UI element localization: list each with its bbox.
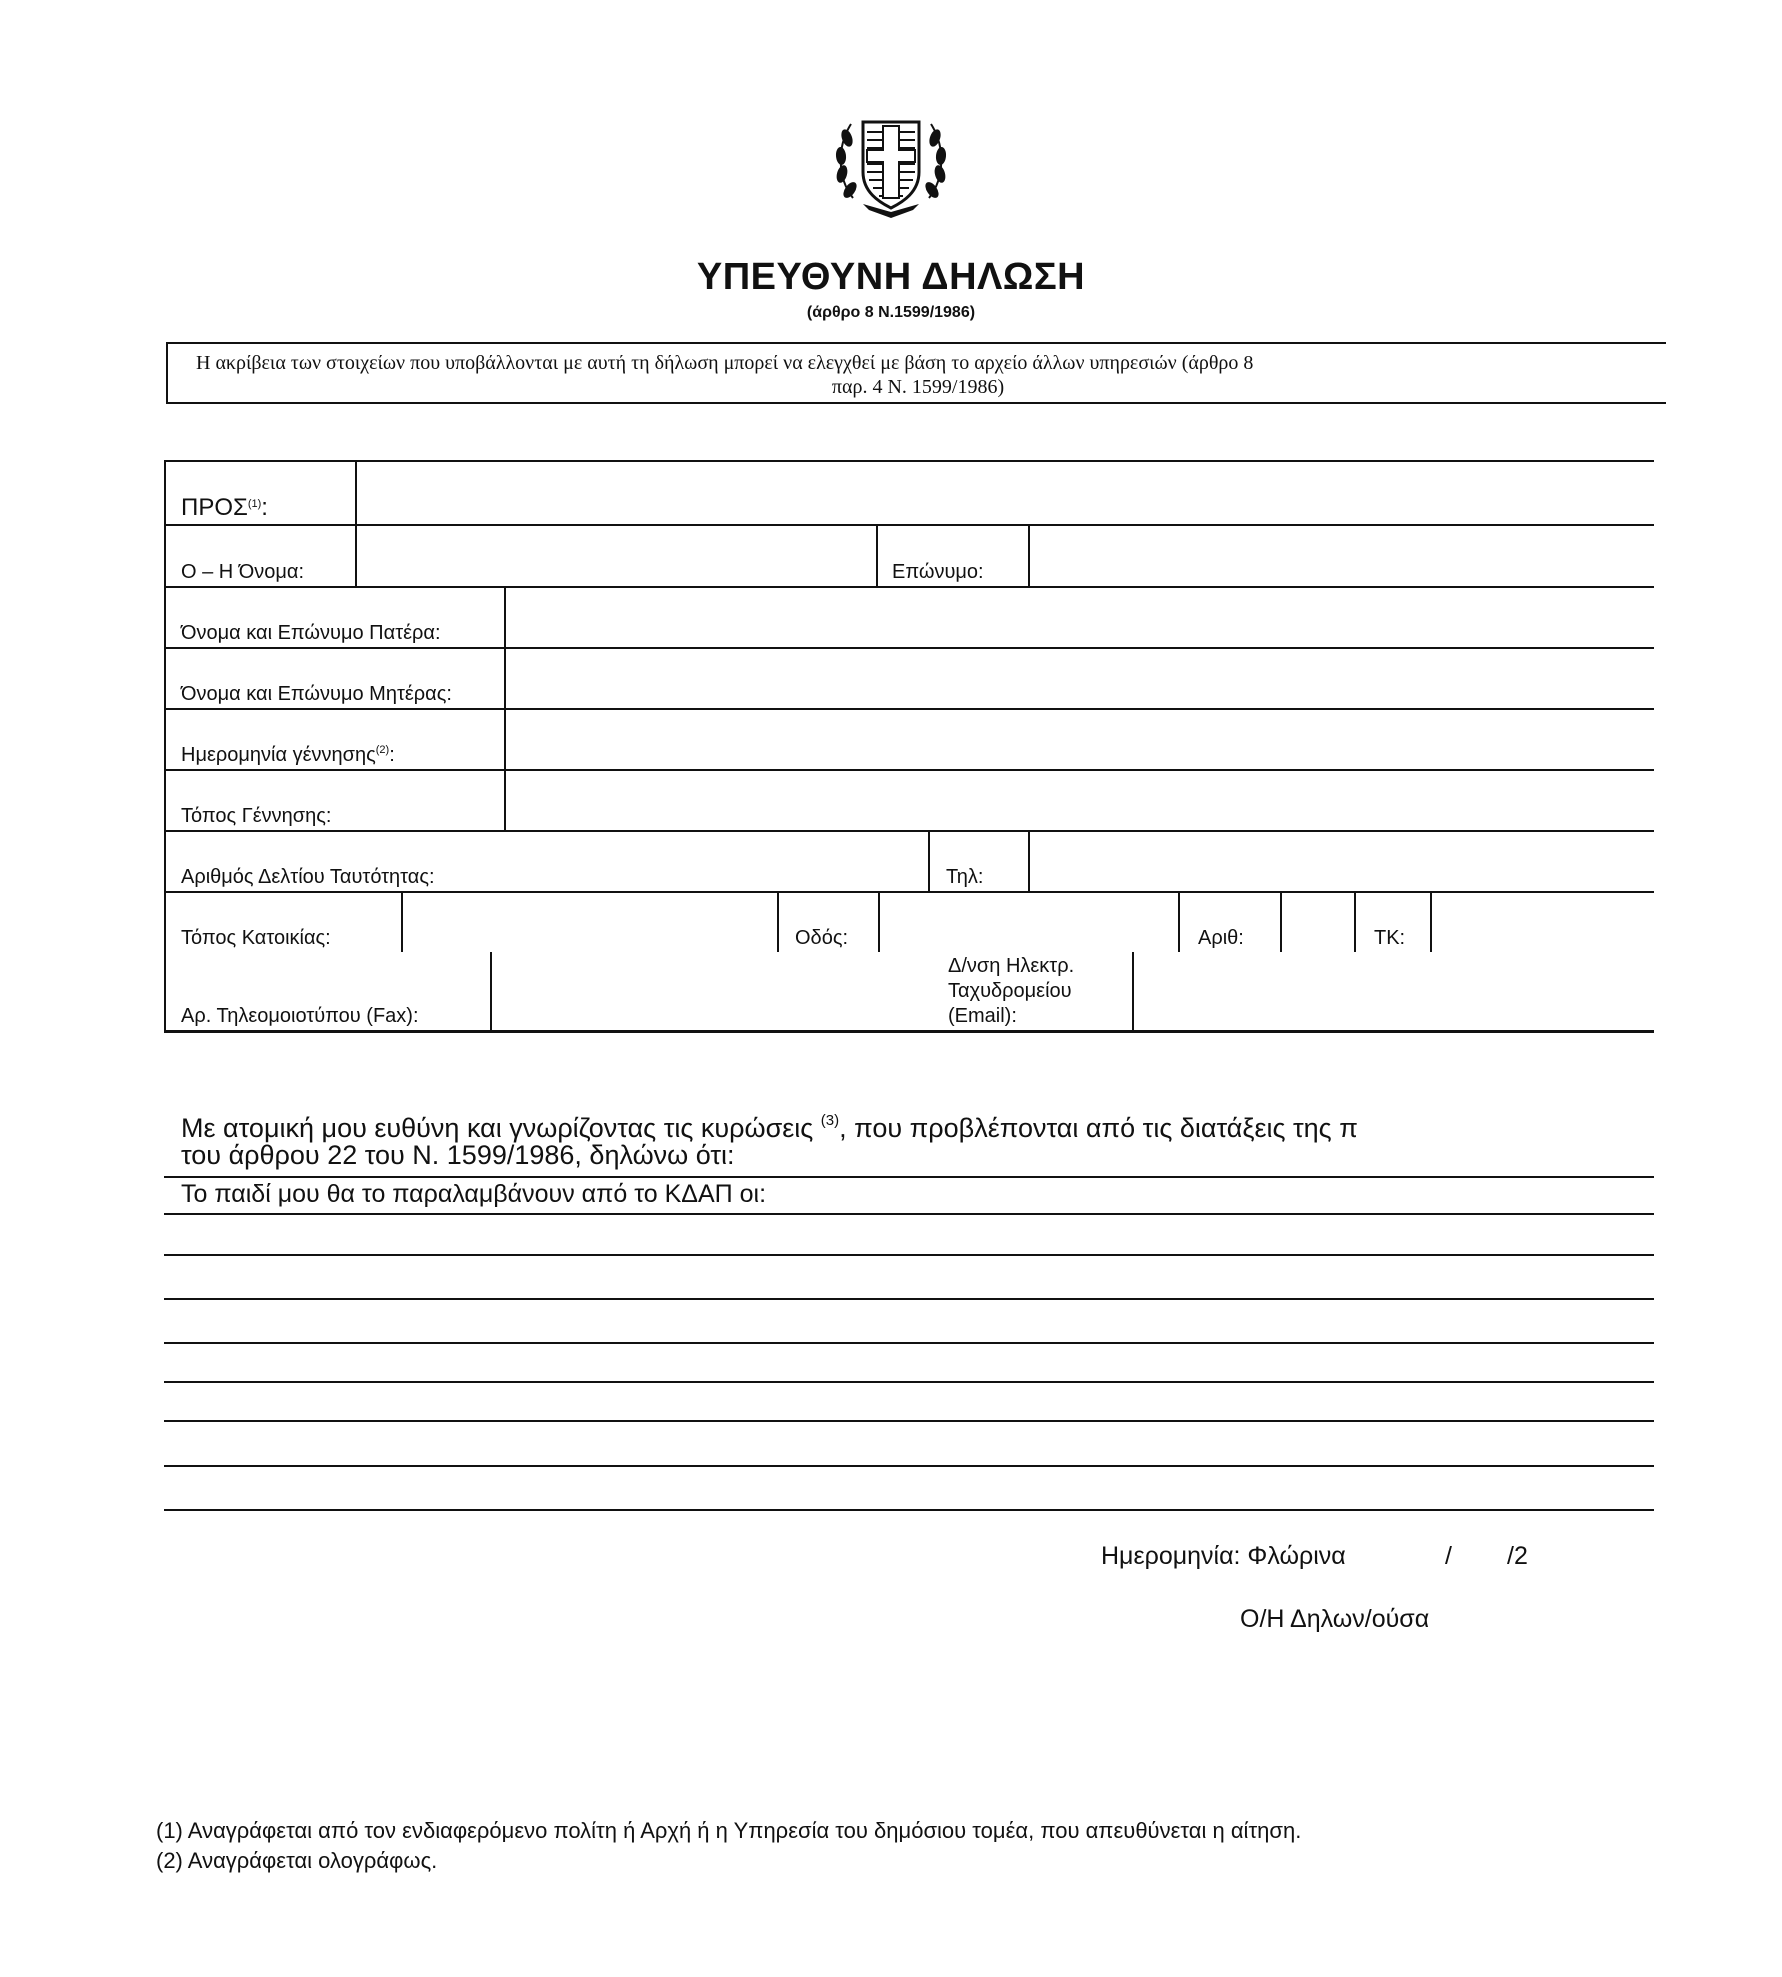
phone-field[interactable] (1030, 832, 1654, 891)
surname-field[interactable] (1030, 526, 1654, 586)
document-subtitle: (άρθρο 8 Ν.1599/1986) (806, 304, 976, 321)
residence-label: Τόπος Κατοικίας: (181, 927, 331, 949)
notice-line-1: Η ακρίβεια των στοιχείων που υποβάλλονται με αυτή τη δήλωση μπορεί να ελεγχθεί με βάση το αρχείο άλλων υπηρεσιών (άρθρο 8 (196, 352, 1254, 374)
writing-line[interactable] (164, 1420, 1654, 1422)
to-footnote-ref: (1) (247, 498, 262, 510)
footnote-2: (2) Αναγράφεται ολογράφως. (156, 1848, 438, 1873)
signer-label: Ο/Η Δηλων/ούσα (1240, 1605, 1430, 1633)
date-separator: /2 (1507, 1542, 1528, 1570)
date-location: Ημερομηνία: Φλώρινα / /2 (1101, 1542, 1528, 1570)
fax-label: Αρ. Τηλεομοιοτύπου (Fax): (181, 1005, 419, 1027)
father-name-field[interactable] (506, 588, 1654, 647)
to-field[interactable] (357, 462, 1654, 524)
number-field[interactable] (1282, 893, 1354, 952)
writing-line[interactable] (164, 1342, 1654, 1344)
street-label: Οδός: (795, 927, 849, 949)
id-number-field[interactable] (506, 832, 928, 891)
birthplace-label: Τόπος Γέννησης: (181, 805, 332, 827)
declaration-statement: Το παιδί μου θα το παραλαμβάνουν από το ΚΔΑΠ οι: (181, 1180, 767, 1208)
email-label-line-1: Δ/νση Ηλεκτρ. (948, 955, 1075, 977)
declarant-details-form (164, 460, 1654, 1032)
writing-line[interactable] (164, 1509, 1654, 1511)
writing-line[interactable] (164, 1298, 1654, 1300)
birthdate-field[interactable] (506, 710, 1654, 769)
email-field[interactable] (1134, 954, 1654, 1030)
residence-field[interactable] (403, 893, 777, 952)
mother-name-label: Όνομα και Επώνυμο Μητέρας: (181, 683, 452, 705)
birthdate-label: Ημερομηνία γέννησης$^{(2)}$: (181, 744, 395, 766)
birthdate-footnote-ref: (2) (375, 744, 390, 756)
surname-label: Επώνυμο: (892, 561, 984, 583)
to-label: ΠΡΟΣ$^{(1)}$: (181, 494, 268, 521)
email-label-line-2: Ταχυδρομείου (948, 980, 1072, 1002)
declaration-intro-line-2: του άρθρου 22 του Ν. 1599/1986, δηλώνω ότι: (181, 1140, 735, 1170)
postcode-field[interactable] (1432, 893, 1654, 952)
street-field[interactable] (880, 893, 1178, 952)
notice-line-2: παρ. 4 Ν. 1599/1986) (831, 376, 1005, 398)
id-number-label: Αριθμός Δελτίου Ταυτότητας: (181, 866, 435, 888)
postcode-label: ΤΚ: (1374, 927, 1406, 949)
birthplace-field[interactable] (506, 771, 1654, 830)
first-name-field[interactable] (357, 526, 876, 586)
writing-line[interactable] (164, 1213, 1654, 1215)
fax-field[interactable] (492, 954, 878, 1030)
footnote-1: (1) Αναγράφεται από τον ενδιαφερόμενο πολίτη ή Αρχή ή η Υπηρεσία του δημόσιου τομέα, που απευθύνεται η αίτηση. (156, 1818, 1302, 1843)
writing-line[interactable] (164, 1254, 1654, 1256)
writing-line[interactable] (164, 1381, 1654, 1383)
declaration-intro: Με ατομική μου ευθύνη και γνωρίζοντας τις κυρώσεις $^{(3)}$, που προβλέπονται από τις διατάξεις της π (181, 1112, 1358, 1143)
sanctions-footnote-ref: (3) (820, 1112, 840, 1129)
date-separator: / (1445, 1542, 1452, 1570)
email-label-line-3: (Email): (948, 1005, 1017, 1027)
first-name-label: Ο – Η Όνομα: (181, 561, 305, 583)
phone-label: Τηλ: (946, 866, 984, 888)
writing-line[interactable] (164, 1465, 1654, 1467)
father-name-label: Όνομα και Επώνυμο Πατέρα: (181, 622, 441, 644)
coat-of-arms-icon (833, 108, 949, 220)
mother-name-field[interactable] (506, 649, 1654, 708)
document-title: ΥΠΕΥΘΥΝΗ ΔΗΛΩΣΗ (696, 256, 1086, 298)
verification-notice (166, 342, 1666, 404)
number-label: Αριθ: (1198, 927, 1244, 949)
